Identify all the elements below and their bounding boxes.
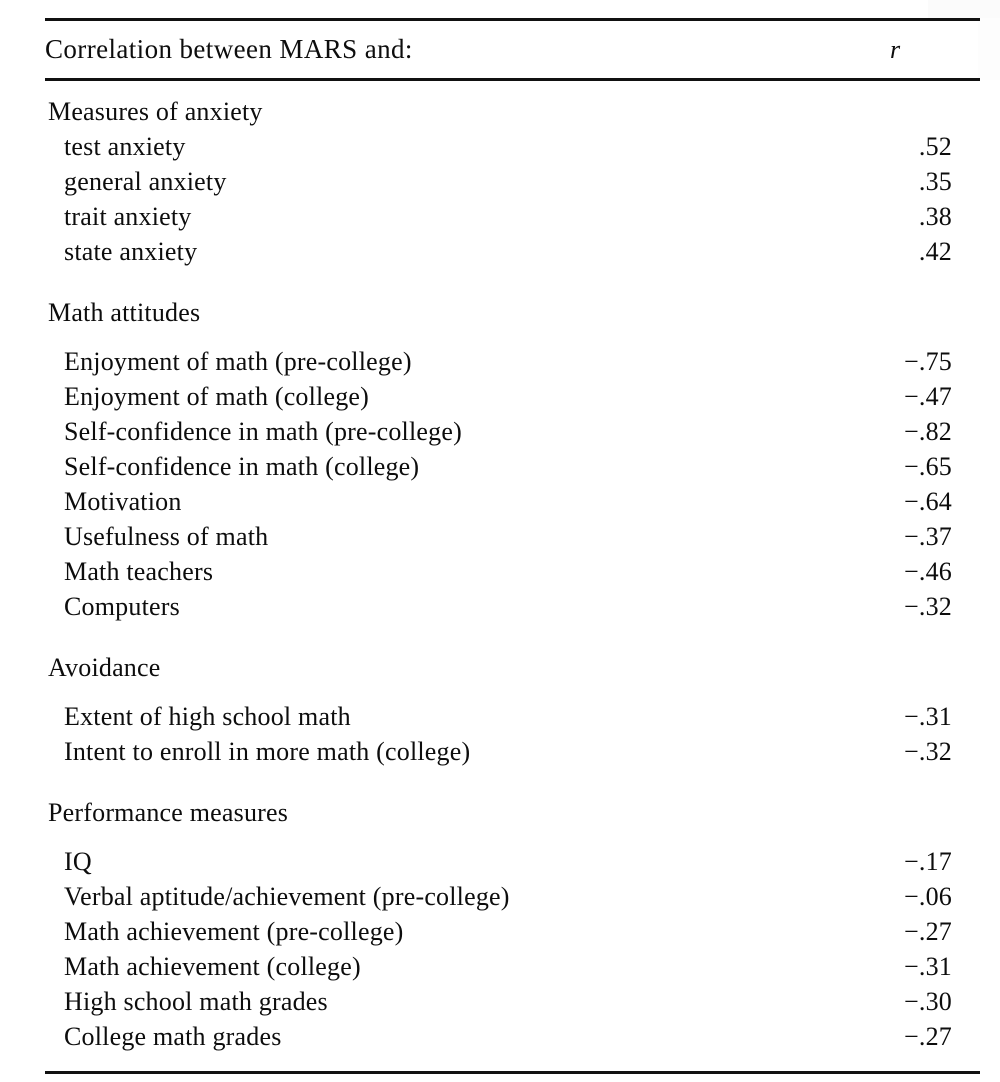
table-row (45, 917, 980, 952)
row-label: Math achievement (college) (64, 952, 361, 981)
table-row (45, 737, 980, 772)
table-row (45, 167, 980, 202)
row-correlation-value: −.64 (904, 487, 952, 516)
group-heading-gap (45, 688, 980, 702)
row-label: Enjoyment of math (pre-college) (64, 347, 412, 376)
row-label: College math grades (64, 1022, 282, 1051)
table-row (45, 452, 980, 487)
row-correlation-value: .38 (918, 202, 952, 231)
table-row (45, 487, 980, 522)
row-correlation-value: −.82 (904, 417, 952, 446)
group-heading-value (810, 97, 980, 132)
body-top-padding (45, 81, 980, 97)
row-label: test anxiety (64, 132, 186, 161)
row-label: state anxiety (64, 237, 198, 266)
scan-artifact-corner (928, 0, 1000, 18)
row-correlation-value: −.06 (904, 882, 952, 911)
row-correlation-value: −.75 (904, 347, 952, 376)
group-heading-row (45, 97, 980, 132)
group-heading-label: Performance measures (48, 798, 289, 827)
table-row (45, 987, 980, 1022)
group-heading-row (45, 653, 980, 688)
row-correlation-value: −.17 (904, 847, 952, 876)
table-row (45, 702, 980, 737)
row-correlation-value: −.65 (904, 452, 952, 481)
scan-artifact-edge (978, 18, 1000, 80)
row-label: trait anxiety (64, 202, 192, 231)
table-row (45, 237, 980, 272)
table-row (45, 557, 980, 592)
group-heading-row (45, 798, 980, 833)
table-bottom-rule (45, 1071, 980, 1074)
group-separator (45, 772, 980, 798)
table-row (45, 952, 980, 987)
group-heading-gap (45, 833, 980, 847)
group-heading-value (810, 798, 980, 833)
table-row (45, 132, 980, 167)
row-label: IQ (64, 847, 92, 876)
row-label: Intent to enroll in more math (college) (64, 737, 471, 766)
table-row (45, 847, 980, 882)
table-header-row (45, 21, 980, 78)
group-heading-value (810, 298, 980, 333)
row-label: Motivation (64, 487, 182, 516)
spacer-cell (45, 833, 980, 847)
group-heading-gap (45, 333, 980, 347)
row-label: Extent of high school math (64, 702, 351, 731)
table-row (45, 347, 980, 382)
row-correlation-value: −.47 (904, 382, 952, 411)
row-correlation-value: .42 (918, 237, 952, 266)
column-header-r: r (889, 34, 901, 64)
row-correlation-value: −.32 (904, 737, 952, 766)
table-row (45, 592, 980, 627)
group-heading-label: Measures of anxiety (48, 97, 263, 126)
row-correlation-value: −.31 (904, 702, 952, 731)
spacer-cell (45, 333, 980, 347)
table-row (45, 1022, 980, 1057)
table-row (45, 522, 980, 557)
row-correlation-value: .35 (918, 167, 952, 196)
spacer-cell (45, 627, 980, 653)
row-label: Self-confidence in math (pre-college) (64, 417, 462, 446)
row-label: High school math grades (64, 987, 328, 1016)
row-correlation-value: −.27 (904, 1022, 952, 1051)
row-correlation-value: −.30 (904, 987, 952, 1016)
row-correlation-value: −.46 (904, 557, 952, 586)
row-correlation-value: .52 (918, 132, 952, 161)
row-label: Self-confidence in math (college) (64, 452, 420, 481)
group-heading-label: Math attitudes (48, 298, 201, 327)
table-row (45, 382, 980, 417)
group-separator (45, 272, 980, 298)
spacer-cell (45, 1057, 980, 1071)
body-bottom-padding (45, 1057, 980, 1071)
correlation-table (45, 18, 980, 1074)
row-label: Enjoyment of math (college) (64, 382, 370, 411)
table-body (45, 81, 980, 1071)
row-label: general anxiety (64, 167, 227, 196)
spacer-cell (45, 272, 980, 298)
table-head (45, 21, 980, 78)
group-heading-row (45, 298, 980, 333)
table-row (45, 882, 980, 917)
table-row (45, 202, 980, 237)
table-row (45, 417, 980, 452)
group-heading-value (810, 653, 980, 688)
row-correlation-value: −.32 (904, 592, 952, 621)
row-label: Computers (64, 592, 180, 621)
row-correlation-value: −.27 (904, 917, 952, 946)
row-label: Verbal aptitude/achievement (pre-college) (64, 882, 510, 911)
group-heading-label: Avoidance (48, 653, 161, 682)
column-header-label: Correlation between MARS and: (45, 34, 413, 64)
spacer-cell (45, 81, 980, 97)
row-label: Math teachers (64, 557, 214, 586)
row-correlation-value: −.31 (904, 952, 952, 981)
row-label: Math achievement (pre-college) (64, 917, 404, 946)
spacer-cell (45, 688, 980, 702)
spacer-cell (45, 772, 980, 798)
group-separator (45, 627, 980, 653)
row-label: Usefulness of math (64, 522, 269, 551)
row-correlation-value: −.37 (904, 522, 952, 551)
